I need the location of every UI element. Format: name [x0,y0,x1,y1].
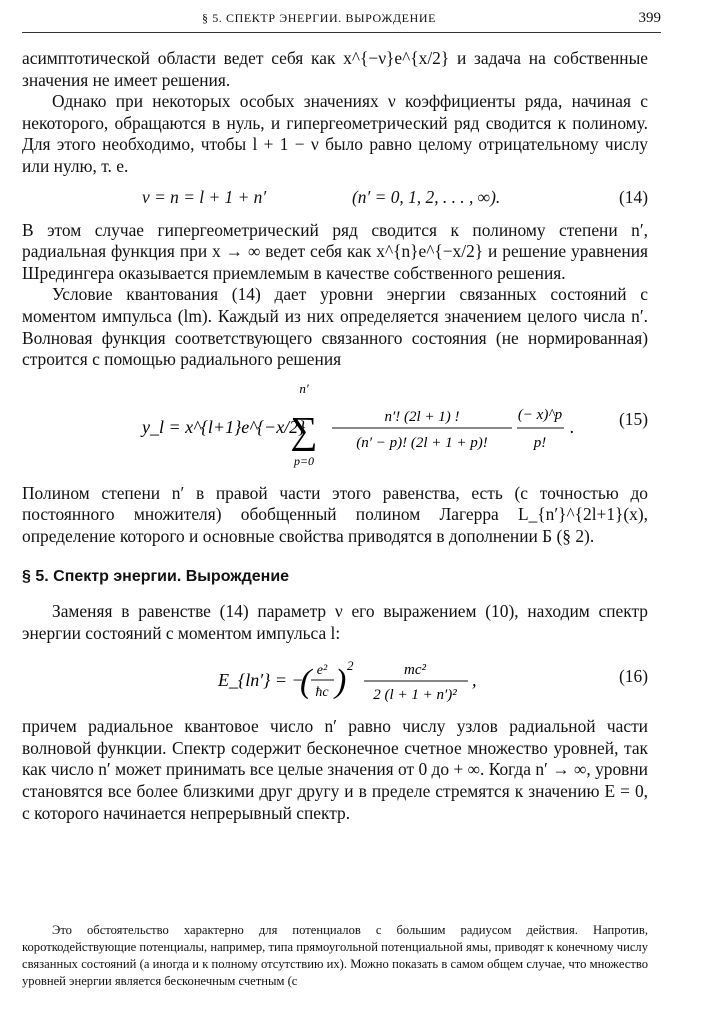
equation-14 [22,184,648,214]
equation-16-comma: , [472,670,477,691]
equation-15-frac1-denominator: (n′ − p)! (2l + 1 + p)! [356,434,488,451]
left-paren: ( [300,663,312,701]
right-paren: ) [335,663,347,701]
footnote [22,922,648,990]
equation-15-frac2-denominator: p! [533,434,547,451]
paragraph-3: В этом случае гипергеометрический ряд сводится к полиному степени n′, радиальная функция при x → ∞ ведет себя как x^{n}e^{−x/2} и решение уравнения Шредингера оказывается приемлемым в качестве собственного решения. [22,219,648,283]
paragraph-2: Однако при некоторых особых значениях ν коэффициенты ряда, начиная с некоторого, обращаются в нуль, и гипергеометрический ряд сводится к полиному. Для этого необходимо, чтобы l + 1 − ν было равно целому отрицательному числу или нулю, т. е. [22,91,648,176]
page-number: 399 [638,10,661,26]
equation-15-frac1-numerator: n′! (2l + 1) ! [384,408,460,425]
equation-14-expr: ν = n = l + 1 + n′ [142,186,267,207]
equation-14-number: (14) [619,186,648,207]
footnote-text: Это обстоятельство характерно для потенциалов с большим радиусом действия. Напротив, короткодействующие потенциалы, например, типа прямоугольной потенциальной ямы, приводят к конечному числу связанных состояний (а иногда и к полному отсутствию их). Можно показать в самом общем случае, что множество уровней энергии является бесконечным счетным (с [22,923,648,988]
equation-15-graphic [22,377,622,473]
main-text [22,48,648,824]
equation-15 [22,377,648,473]
equation-15-number: (15) [619,408,648,429]
equation-15-lhs: y_l = x^{l+1}e^{−x/2} [142,416,306,437]
equation-16 [22,652,648,708]
equation-16-denominator: 2 (l + 1 + n′)² [373,687,457,704]
equation-16-exponent: 2 [347,658,354,674]
paragraph-6: Заменяя в равенстве (14) параметр ν его выражением (10), находим спектр энергии состояний с моментом импульса l: [22,601,648,643]
equation-15-sum-lower: p=0 [293,453,315,468]
paragraph-7: причем радиальное квантовое число n′ равно числу узлов радиальной части волновой функции. Спектр содержит бесконечное счетное множество уровней, так как число n′ может принимать все целые значения от 0 до + ∞. Когда n′ → ∞, уровни становятся все более близкими друг другу и в пределе стремятся к значению E = 0, с которого начинается непрерывный спектр. [22,716,648,823]
equation-15-frac2-numerator: (− x)^p [517,406,563,423]
section-heading: § 5. Спектр энергии. Вырождение [22,567,290,585]
running-header [22,10,661,33]
running-header-title: § 5. СПЕКТР ЭНЕРГИИ. ВЫРОЖДЕНИЕ [202,11,437,25]
equation-16-paren-denominator: ħc [315,685,329,701]
equation-16-graphic [22,652,622,708]
equation-15-sum-upper: n′ [299,380,309,396]
paragraph-1: асимптотической области ведет себя как x^{−ν}e^{x/2} и задача на собственные значения не имеет решения. [22,48,648,90]
equation-16-numerator: mc² [404,662,426,679]
equation-15-period: . [570,416,575,437]
equation-16-paren-numerator: e² [316,663,328,679]
paragraph-4: Условие квантования (14) дает уровни энергии связанных состояний с моментом импульса (lm). Каждый из них определяется значением целого числа n′. Волновая функция соответствующего связанного состояния (не нормированная) строится с помощью радиального решения [22,284,648,370]
summation-sign: ∑ [290,409,318,452]
equation-16-number: (16) [619,666,648,687]
equation-16-lhs: E_{ln′} = − [218,670,304,691]
paragraph-5: Полином степени n′ в правой части этого равенства, есть (с точностью до постоянного множителя) обобщенный полином Лагерра L_{n′}^{2l+1}(x), определение которого и основные свойства приводятся в дополнении Б (§ 2). [22,482,648,546]
equation-14-condition: (n′ = 0, 1, 2, . . . , ∞). [352,186,501,207]
